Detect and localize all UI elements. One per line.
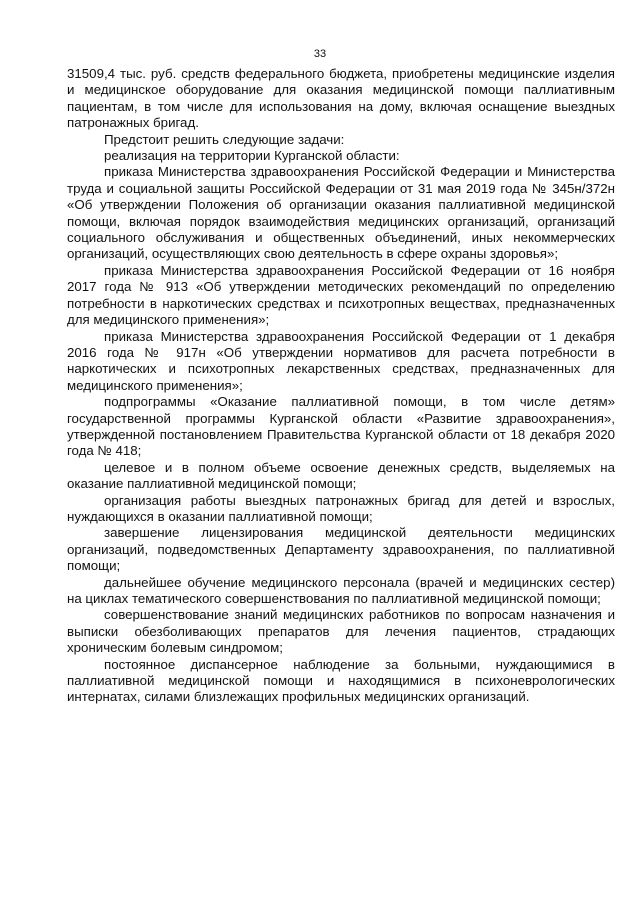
paragraph-training: дальнейшее обучение медицинского персонала (врачей и медицинских сестер) на циклах тематического совершенствования по паллиативной медицинской помощи;	[67, 574, 615, 606]
paragraph-observation: постоянное диспансерное наблюдение за больными, нуждающимися в паллиативной медицинской помощи и находящимися в психоневрологических интернатах, силами близлежащих профильных медицинских организаций.	[67, 656, 615, 705]
paragraph-budget-summary: 31509,4 тыс. руб. средств федерального бюджета, приобретены медицинские изделия и медицинское оборудование для оказания медицинской помощи паллиативным пациентам, в том числе для использования на дому, включая оснащение выездных патронажных бригад.	[67, 66, 615, 131]
paragraph-knowledge: совершенствование знаний медицинских работников по вопросам назначения и выписки обезболивающих препаратов для лечения пациентов, страдающих хроническим болевым синдромом;	[67, 607, 615, 656]
paragraph-implementation-intro: реализация на территории Курганской области:	[104, 148, 400, 164]
paragraph-order-345n: приказа Министерства здравоохранения Российской Федерации и Министерства труда и социальной защиты Российской Федерации от 31 мая 2019 года № 345н/372н «Об утверждении Положения об организации оказания паллиативной медицинской помощи, включая порядок взаимодействия медицинских организаций, организаций социального обслуживания и общественных объединений, иных некоммерческих организаций, осуществляющих свою деятельность в сфере охраны здоровья»;	[67, 164, 615, 262]
paragraph-subprogram: подпрограммы «Оказание паллиативной помощи, в том числе детям» государственной программы Курганской области «Развитие здравоохранения», утвержденной постановлением Правительства Курганской области от 18 декабря 2020 года № 418;	[67, 394, 615, 459]
paragraph-brigades: организация работы выездных патронажных бригад для детей и взрослых, нуждающихся в оказании паллиативной помощи;	[67, 492, 615, 524]
paragraph-order-917n: приказа Министерства здравоохранения Российской Федерации от 1 декабря 2016 года № 917н «Об утверждении нормативов для расчета потребности в наркотических и психотропных лекарственных средствах, предназначенных для медицинского применения»;	[67, 328, 615, 393]
paragraph-order-913: приказа Министерства здравоохранения Российской Федерации от 16 ноября 2017 года № 913 «Об утверждении методических рекомендаций по определению потребности в наркотических средствах и психотропных веществах, предназначенных для медицинского применения»;	[67, 262, 615, 328]
paragraph-licensing: завершение лицензирования медицинской деятельности медицинских организаций, подведомственных Департаменту здравоохранения, по паллиативной помощи;	[67, 525, 615, 574]
document-body	[67, 66, 615, 706]
paragraph-tasks-intro: Предстоит решить следующие задачи:	[104, 131, 345, 147]
page-number: 33	[313, 48, 327, 60]
paragraph-funds: целевое и в полном объеме освоение денежных средств, выделяемых на оказание паллиативной медицинской помощи;	[67, 459, 615, 492]
